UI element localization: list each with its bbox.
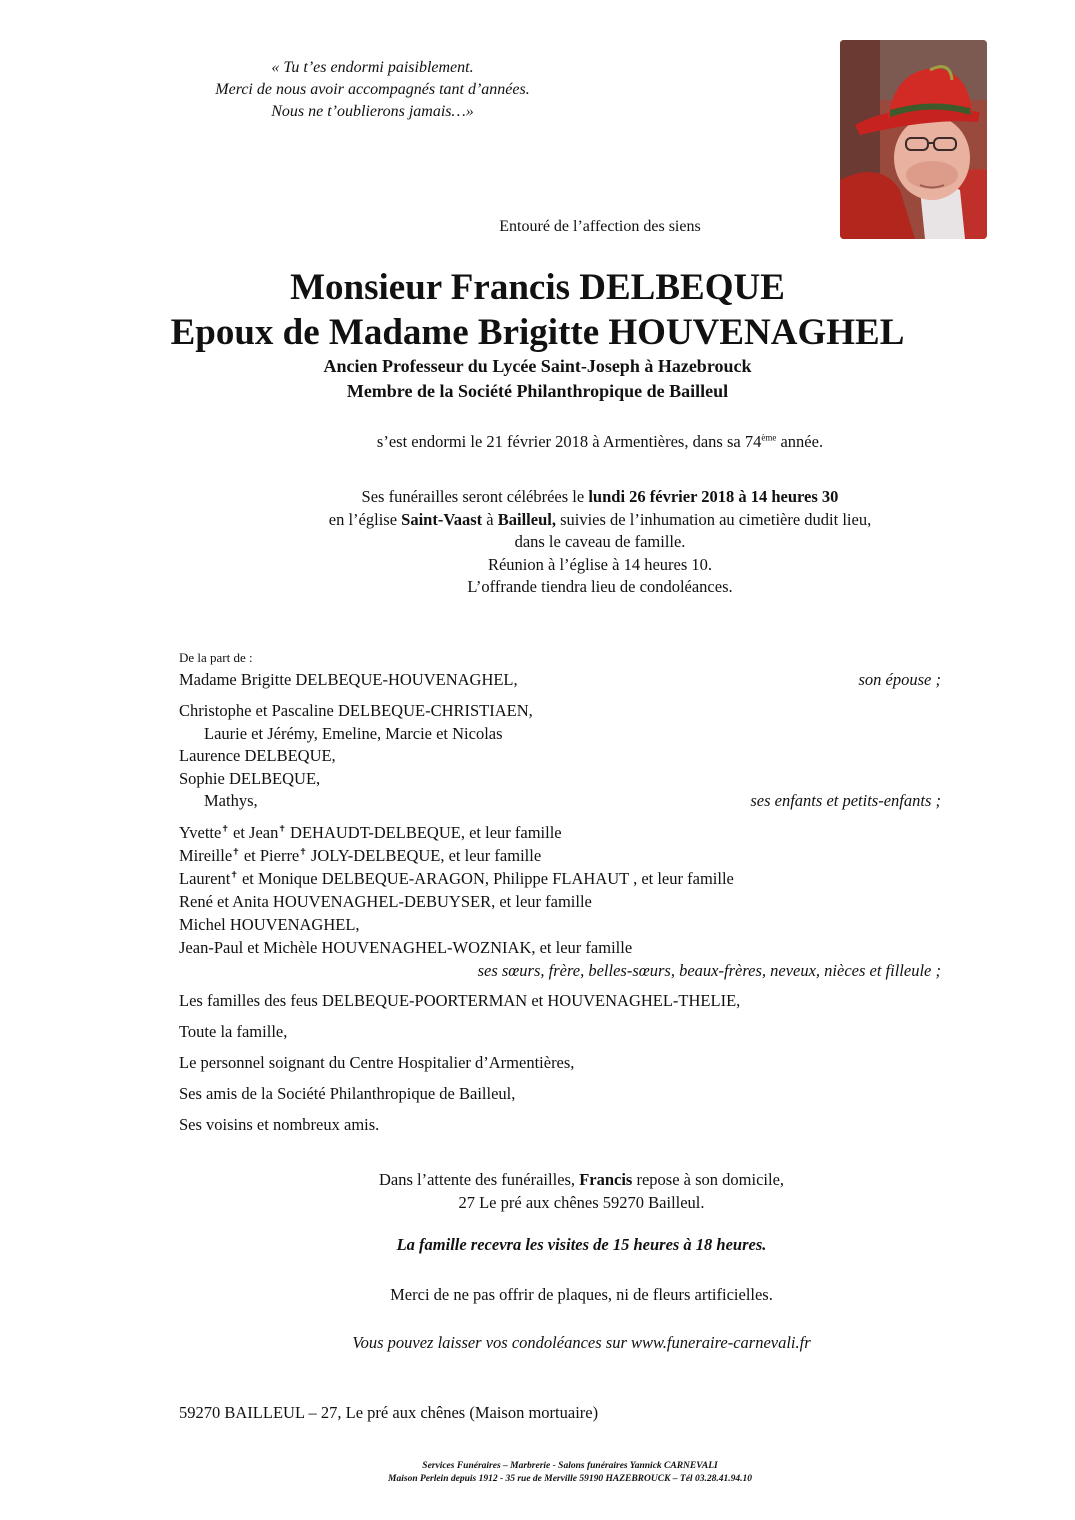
membership-line: Membre de la Société Philanthropique de Bailleul xyxy=(346,381,729,401)
family-siblings: Yvette✝ et Jean✝ DEHAUDT-DELBEQUE, et leur famille Mireille✝ et Pierre✝ JOLY-DELBEQUE, et leur famille Laurent✝ et Monique DELBEQUE-ARAGON, Philippe FLAHAUT , et leur famille René et Anita HOUVENAGHEL-DEBUYSER, et leur famille Michel HOUVENAGHEL, Jean-Paul et Michèle HOUVENAGHEL-WOZNIAK, et leur famille ses sœurs, frère, belles-sœurs, beaux-frères, neveux, nièces et filleule ; xyxy=(179,823,941,980)
funeral-line-1: Ses funérailles seront célébrées le lundi 26 février 2018 à 14 heures 30 xyxy=(361,487,839,506)
no-plaques-line: Merci de ne pas offrir de plaques, ni de fleurs artificielles. xyxy=(390,1285,773,1304)
family-wife-row: Madame Brigitte DELBEQUE-HOUVENAGHEL, son épouse ; xyxy=(179,670,941,689)
family-other-4: Ses amis de la Société Philanthropique de Bailleul, xyxy=(179,1084,516,1103)
epitaph-quote xyxy=(150,57,595,123)
quote-line-2: Merci de nous avoir accompagnés tant d’années. xyxy=(215,81,530,98)
funeral-line-2: en l’église Saint-Vaast à Bailleul, suivies de l’inhumation au cimetière dudit lieu, xyxy=(328,509,872,529)
footer-line-1: Services Funéraires – Marbrerie - Salons funéraires Yannick CARNEVALI xyxy=(422,1461,718,1471)
portrait-photo xyxy=(840,40,987,239)
quote-line-1: « Tu t’es endormi paisiblement. xyxy=(271,59,474,76)
funeral-line-5: L’offrande tiendra lieu de condoléances. xyxy=(467,577,733,596)
quote-line-3: Nous ne t’oublierons jamais…» xyxy=(271,103,474,120)
spouse-line: Epoux de Madame Brigitte HOUVENAGHEL xyxy=(170,312,905,353)
funeral-line-3: dans le caveau de famille. xyxy=(514,532,686,551)
death-announcement: s’est endormi le 21 février 2018 à Armentières, dans sa 74ème année. xyxy=(376,432,824,451)
family-other-3: Le personnel soignant du Centre Hospitalier d’Armentières, xyxy=(179,1053,575,1072)
profession-line: Ancien Professeur du Lycée Saint-Joseph à Hazebrouck xyxy=(323,356,752,376)
family-other-5: Ses voisins et nombreux amis. xyxy=(179,1115,380,1134)
family-other-2: Toute la famille, xyxy=(179,1022,288,1041)
family-other-1: Les familles des feus DELBEQUE-POORTERMAN et HOUVENAGHEL-THELIE, xyxy=(179,991,741,1010)
from-label: De la part de : xyxy=(179,650,253,665)
funeral-details xyxy=(0,486,1075,599)
footer-line-2: Maison Perlein depuis 1912 - 35 rue de Merville 59190 HAZEBROUCK – Tél 03.28.41.94.10 xyxy=(388,1474,752,1484)
intro-text: Entouré de l’affection des siens xyxy=(499,218,701,235)
wake-details: Dans l’attente des funérailles, Francis repose à son domicile, 27 Le pré aux chênes 59270 Bailleul. xyxy=(378,1170,785,1212)
address-line: 59270 BAILLEUL – 27, Le pré aux chênes (Maison mortuaire) xyxy=(179,1403,599,1422)
visits-line: La famille recevra les visites de 15 heures à 18 heures. xyxy=(396,1235,767,1254)
funeral-line-4: Réunion à l’église à 14 heures 10. xyxy=(487,554,713,574)
online-condolences-line: Vous pouvez laisser vos condoléances sur www.funeraire-carnevali.fr xyxy=(352,1333,811,1352)
family-children: Christophe et Pascaline DELBEQUE-CHRISTIAEN, Laurie et Jérémy, Emeline, Marcie et Nicolas Laurence DELBEQUE, Sophie DELBEQUE, Mathys, ses enfants et petits-enfants ; xyxy=(179,701,941,810)
deceased-name: Monsieur Francis DELBEQUE xyxy=(290,267,785,308)
